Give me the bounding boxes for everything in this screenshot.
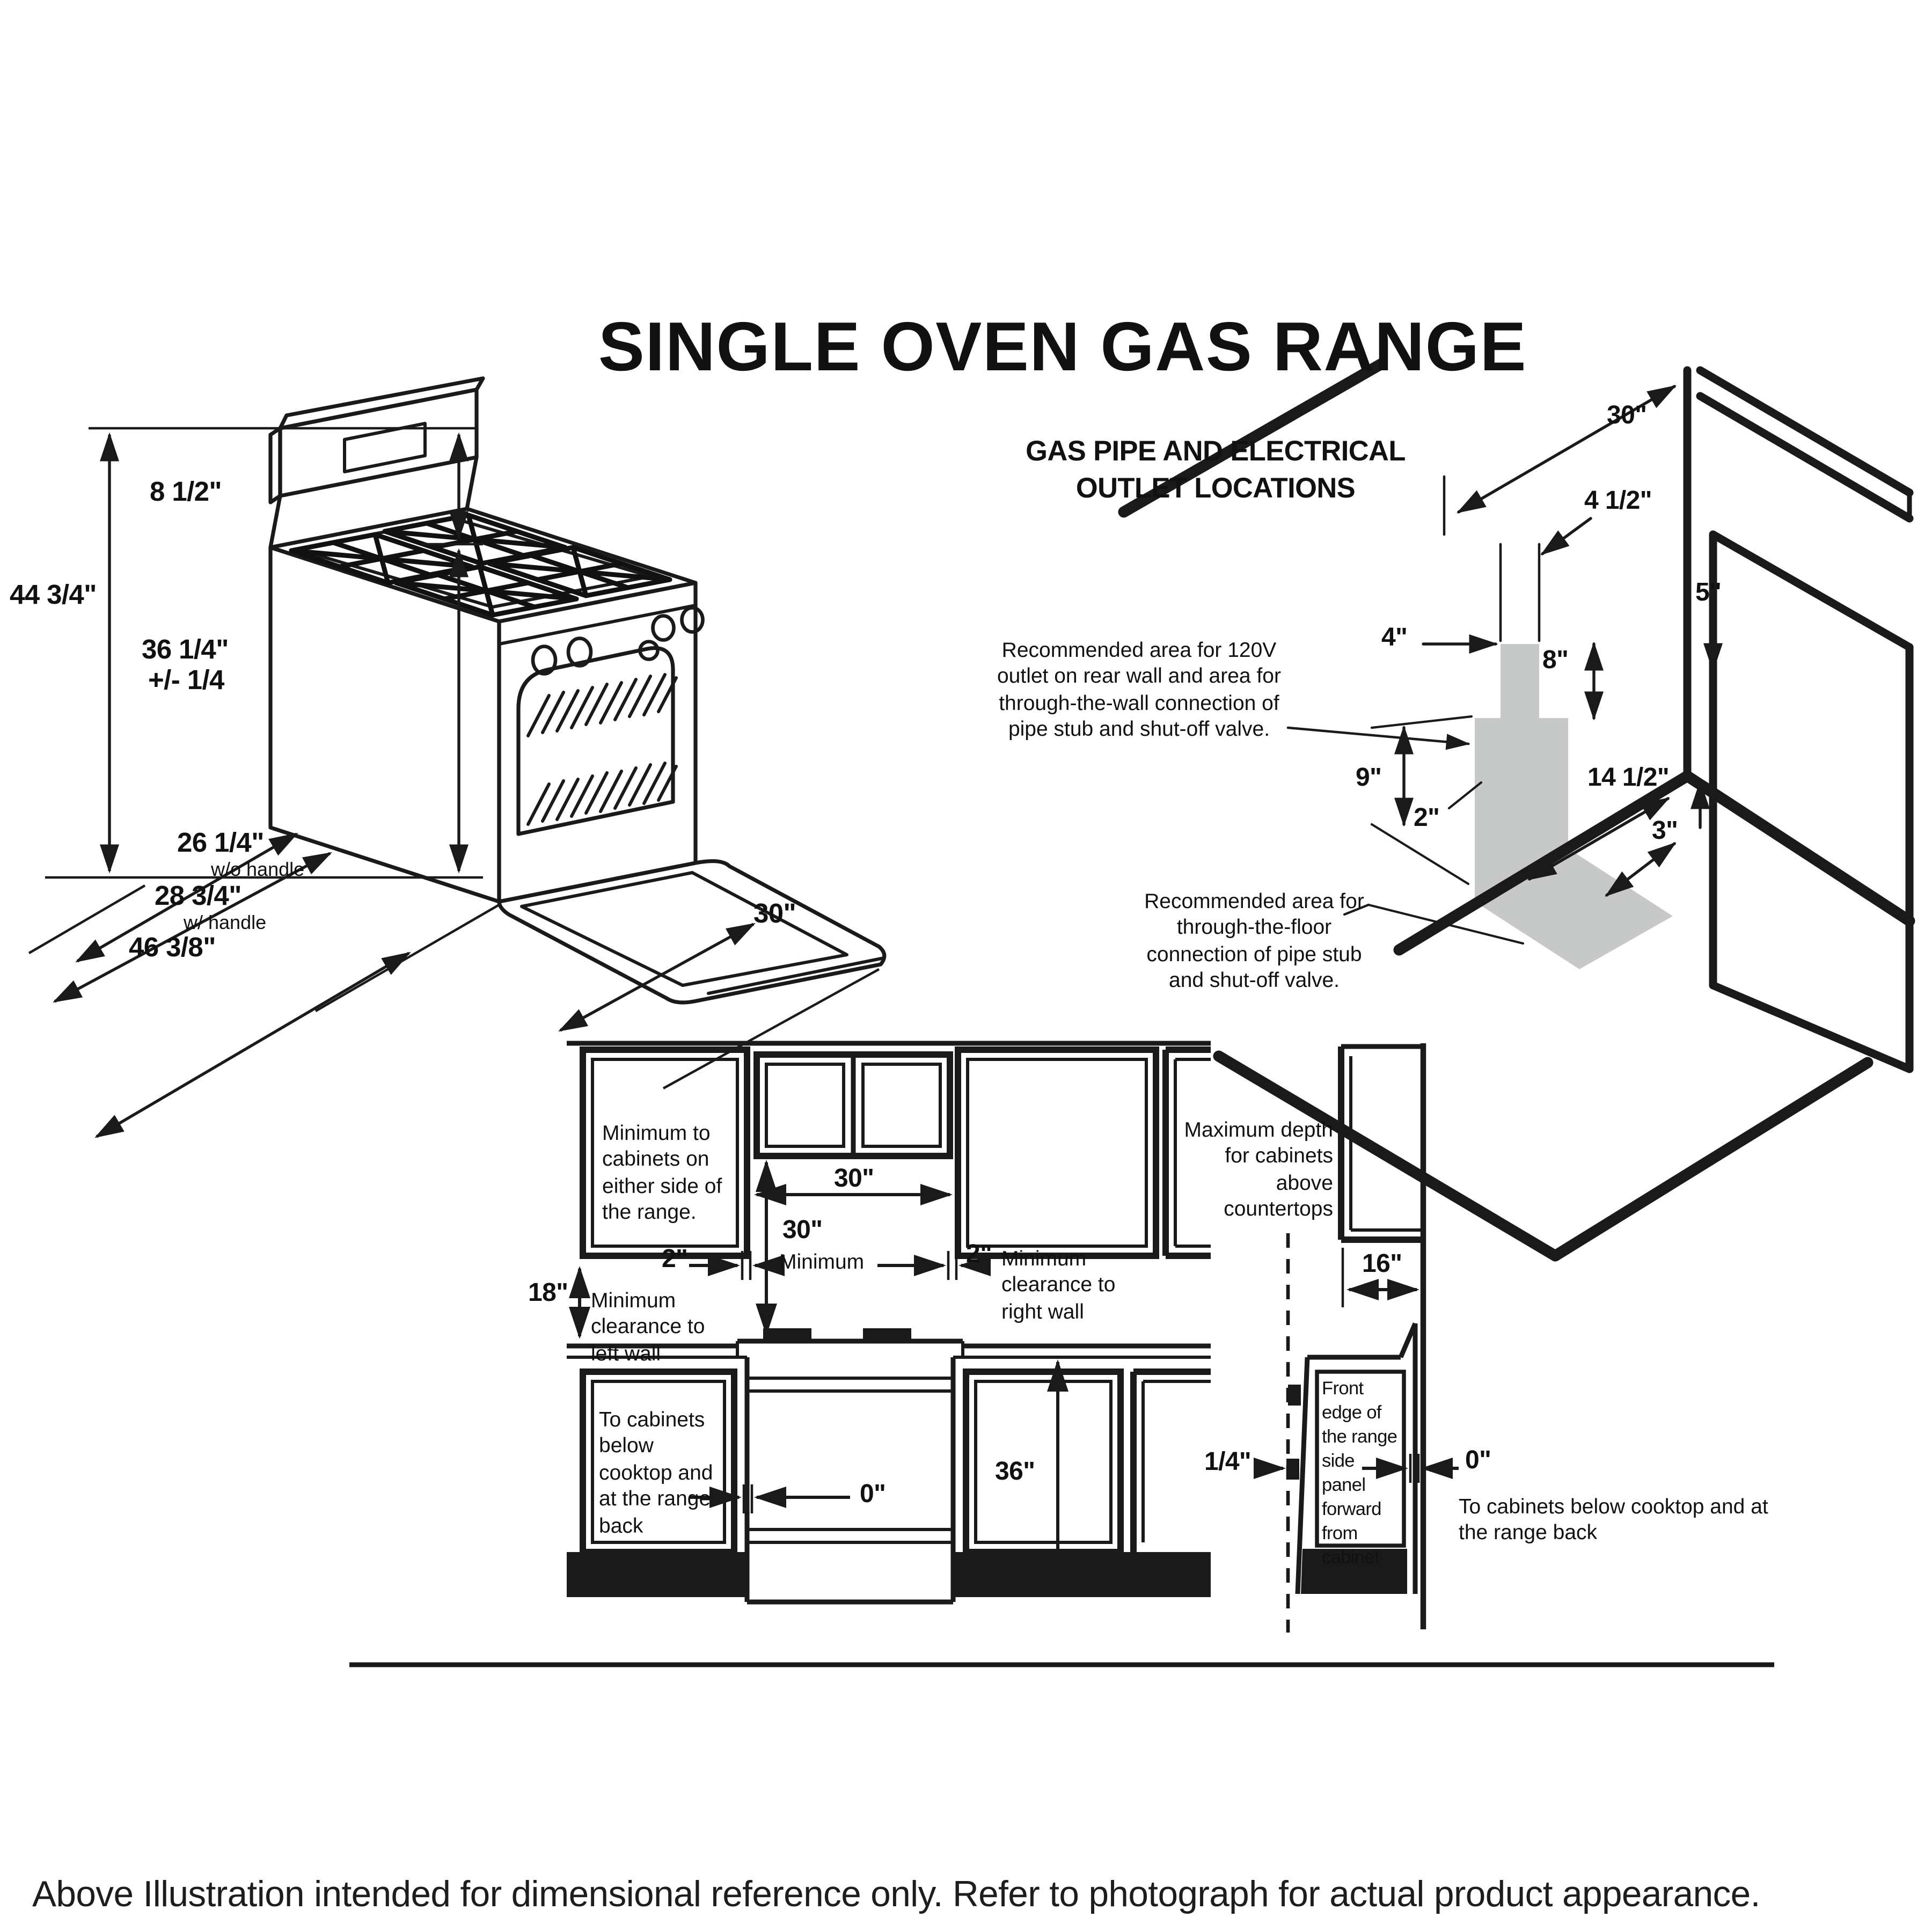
dim-outlet-offset: 4 1/2" (1584, 488, 1652, 515)
dim-backsplash-height: 8 1/2" (150, 477, 222, 507)
dim-five: 5" (1695, 580, 1722, 607)
dim-quarter-inch: 1/4" (1204, 1449, 1252, 1476)
note-floor-connection-area: Recommended area for through-the-floor connection of pipe stub and shut-off valve. (1144, 889, 1364, 992)
dim-left-wall-clearance: 18" (528, 1280, 568, 1307)
dim-total-depth: 46 3/8" (129, 932, 216, 963)
note-side-base-cabinets: To cabinets below cooktop and at the range back (1459, 1494, 1768, 1545)
note-with-handle: w/ handle (184, 911, 267, 934)
gas-pipe-heading-line1: GAS PIPE AND ELECTRICAL (1026, 435, 1406, 467)
dim-gap-left: 2" (662, 1246, 688, 1274)
reference-caption: Above Illustration intended for dimensional reference only. Refer to photograph for actual product appearance. (32, 1874, 1760, 1914)
note-vertical-minimum: Minimum (779, 1249, 865, 1274)
dim-gap-right: 2" (966, 1241, 992, 1269)
page-title: SINGLE OVEN GAS RANGE (598, 309, 1527, 386)
dim-gas-width: 30" (1607, 402, 1647, 430)
dim-counter-height: 36" (995, 1459, 1035, 1486)
note-right-wall-clearance: Minimum clearance to right wall (1001, 1246, 1116, 1323)
dim-total-height: 44 3/4" (10, 580, 97, 610)
dim-cooktop-tolerance: +/- 1/4 (148, 665, 224, 696)
dim-four: 4" (1381, 625, 1408, 652)
dim-opening-width: 30" (834, 1166, 874, 1193)
dim-two: 2" (1414, 805, 1440, 832)
clearance-elevation-drawing (349, 1043, 1774, 1665)
note-front-edge: Front edge of the range side panel forward from cabinet (1322, 1380, 1397, 1568)
dim-eight: 8" (1542, 647, 1569, 675)
dim-nine: 9" (1356, 765, 1382, 792)
note-upper-cabinets: Minimum to cabinets on either side of the range. (602, 1121, 722, 1224)
dim-depth-with-handle: 28 3/4" (155, 881, 241, 911)
dim-oven-door-width: 30" (753, 898, 796, 929)
dim-zero-clearance: 0" (860, 1481, 886, 1509)
note-left-wall-clearance: Minimum clearance to left wall (591, 1288, 705, 1365)
note-wall-outlet-area: Recommended area for 120V outlet on rear wall and area for through-the-wall connection of pipe stub and shut-off valve. (997, 638, 1281, 741)
dim-depth-without-handle: 26 1/4" (177, 828, 264, 858)
dim-cooktop-height: 36 1/4" (142, 634, 229, 665)
note-without-handle: w/o handle (211, 858, 305, 881)
note-base-cabinets: To cabinets below cooktop and at the range back (599, 1407, 713, 1537)
gas-pipe-heading-line2: OUTLET LOCATIONS (1075, 472, 1356, 504)
dim-cabinet-depth: 16" (1362, 1251, 1402, 1278)
dim-vertical-clearance: 30" (782, 1217, 823, 1245)
note-max-cabinet-depth: Maximum depth for cabinets above countertops (1184, 1117, 1333, 1221)
dim-three: 3" (1652, 818, 1678, 845)
dim-floor-width: 14 1/2" (1587, 765, 1670, 792)
dim-side-zero: 0" (1465, 1447, 1491, 1475)
